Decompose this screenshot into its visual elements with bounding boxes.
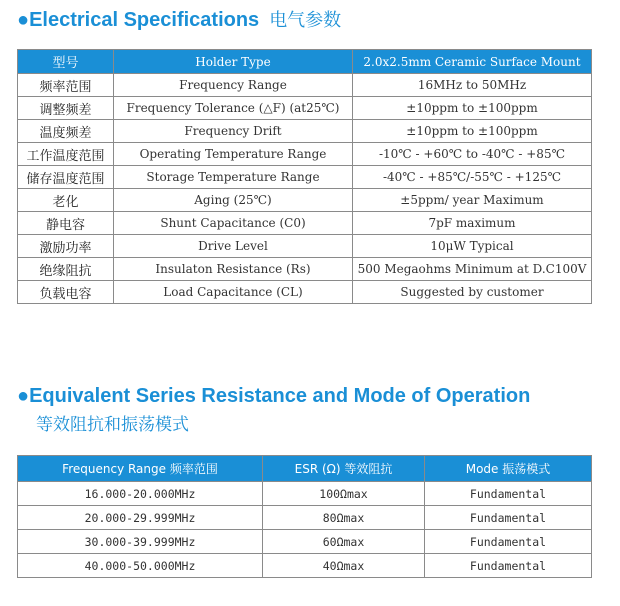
- electrical-specifications-heading: [17, 6, 341, 32]
- frequency-range: 30.000-39.999MHz: [18, 530, 263, 554]
- mode-value: Fundamental: [425, 530, 592, 554]
- esr-value: 100Ωmax: [263, 482, 425, 506]
- table-row: [18, 482, 592, 506]
- table-row: [18, 281, 592, 304]
- table-row: [18, 506, 592, 530]
- param-value: Suggested by customer: [353, 281, 592, 304]
- table-row: [18, 97, 592, 120]
- esr-value: 80Ωmax: [263, 506, 425, 530]
- param-value: ±5ppm/ year Maximum: [353, 189, 592, 212]
- header-cell: 2.0x2.5mm Ceramic Surface Mount: [353, 50, 592, 74]
- param-cn: 老化: [18, 189, 114, 212]
- frequency-range: 16.000-20.000MHz: [18, 482, 263, 506]
- param-en: Drive Level: [114, 235, 353, 258]
- param-value: 7pF maximum: [353, 212, 592, 235]
- header-cell: Holder Type: [114, 50, 353, 74]
- param-en: Frequency Drift: [114, 120, 353, 143]
- param-value: ±10ppm to ±100ppm: [353, 120, 592, 143]
- header-cell: Mode 振荡模式: [425, 456, 592, 482]
- table-row: [18, 143, 592, 166]
- param-value: ±10ppm to ±100ppm: [353, 97, 592, 120]
- frequency-range: 40.000-50.000MHz: [18, 554, 263, 578]
- param-value: 16MHz to 50MHz: [353, 74, 592, 97]
- header-cell: Frequency Range 频率范围: [18, 456, 263, 482]
- param-en: Aging (25℃): [114, 189, 353, 212]
- param-value: -40℃ - +85℃/-55℃ - +125℃: [353, 166, 592, 189]
- param-cn: 静电容: [18, 212, 114, 235]
- esr-value: 40Ωmax: [263, 554, 425, 578]
- param-value: -10℃ - +60℃ to -40℃ - +85℃: [353, 143, 592, 166]
- header-cell: ESR (Ω) 等效阻抗: [263, 456, 425, 482]
- param-cn: 调整频差: [18, 97, 114, 120]
- param-en: Storage Temperature Range: [114, 166, 353, 189]
- heading-title: ●Equivalent Series Resistance and Mode of Operation: [17, 385, 531, 407]
- table-row: [18, 258, 592, 281]
- param-cn: 绝缘阻抗: [18, 258, 114, 281]
- param-cn: 温度频差: [18, 120, 114, 143]
- table-header-row: [18, 50, 592, 74]
- param-value: 500 Megaohms Minimum at D.C100V: [353, 258, 592, 281]
- esr-heading: [17, 385, 530, 408]
- esr-value: 60Ωmax: [263, 530, 425, 554]
- table-row: [18, 166, 592, 189]
- table-row: [18, 212, 592, 235]
- esr-table: [17, 455, 592, 578]
- param-cn: 激励功率: [18, 235, 114, 258]
- table-row: [18, 235, 592, 258]
- param-en: Frequency Tolerance (△F) (at25℃): [114, 97, 353, 120]
- table-row: [18, 74, 592, 97]
- electrical-spec-table: [17, 49, 592, 304]
- param-cn: 负载电容: [18, 281, 114, 304]
- mode-value: Fundamental: [425, 482, 592, 506]
- heading-title: ●Electrical Specifications: [17, 9, 260, 31]
- mode-value: Fundamental: [425, 506, 592, 530]
- param-cn: 储存温度范围: [18, 166, 114, 189]
- param-cn: 工作温度范围: [18, 143, 114, 166]
- esr-heading-cn: 等效阻抗和振荡模式: [36, 415, 189, 435]
- table-row: [18, 530, 592, 554]
- table-row: [18, 189, 592, 212]
- param-en: Operating Temperature Range: [114, 143, 353, 166]
- param-en: Load Capacitance (CL): [114, 281, 353, 304]
- table-header-row: [18, 456, 592, 482]
- table-row: [18, 120, 592, 143]
- mode-value: Fundamental: [425, 554, 592, 578]
- param-cn: 频率范围: [18, 74, 114, 97]
- header-cell: 型号: [18, 50, 114, 74]
- param-en: Frequency Range: [114, 74, 353, 97]
- param-value: 10μW Typical: [353, 235, 592, 258]
- table-row: [18, 554, 592, 578]
- param-en: Shunt Capacitance (C0): [114, 212, 353, 235]
- param-en: Insulaton Resistance (Rs): [114, 258, 353, 281]
- frequency-range: 20.000-29.999MHz: [18, 506, 263, 530]
- heading-title-cn: 电气参数: [269, 10, 342, 31]
